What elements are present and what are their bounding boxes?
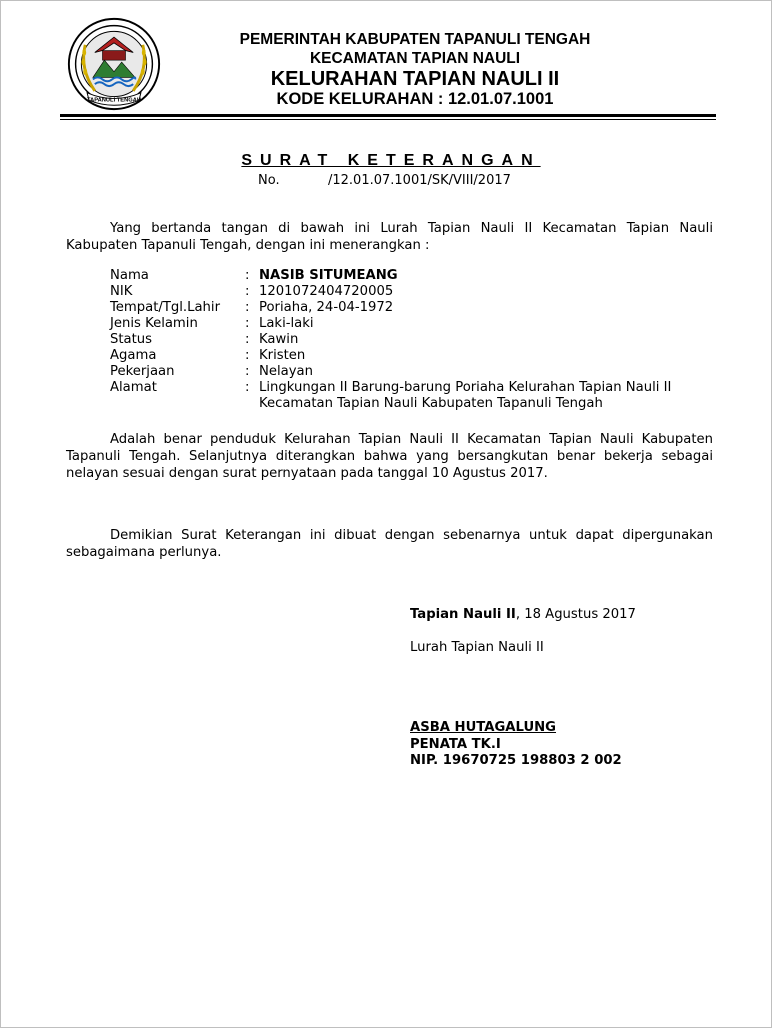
identity-separator: : xyxy=(245,348,250,363)
letterhead-line-3: KELURAHAN TAPIAN NAULI II xyxy=(270,68,560,90)
signatory-nip: NIP. 19670725 198803 2 002 xyxy=(410,753,622,768)
identity-row xyxy=(110,284,730,300)
identity-label: Alamat xyxy=(110,380,157,395)
identity-value: Nelayan xyxy=(259,364,313,379)
identity-value: Laki-laki xyxy=(259,316,314,331)
identity-separator: : xyxy=(245,380,250,395)
document-number-value: /12.01.07.1001/SK/VIII/2017 xyxy=(328,173,511,188)
signature-place: Tapian Nauli II xyxy=(410,607,516,622)
identity-separator: : xyxy=(245,332,250,347)
letterhead-line-4: KODE KELURAHAN : 12.01.07.1001 xyxy=(276,90,554,108)
document-number-label: No. xyxy=(258,173,280,188)
identity-value: NASIB SITUMEANG xyxy=(259,268,398,283)
signature-date: , 18 Agustus 2017 xyxy=(515,607,636,622)
document-title: SURAT KETERANGAN xyxy=(241,152,541,169)
identity-label: Status xyxy=(110,332,153,347)
body-paragraph: Adalah benar penduduk Kelurahan Tapian Nauli II Kecamatan Tapian Nauli Kabupaten Tapanuli Tengah. Selanjutnya diterangkan bahwa yang bersangkutan benar bekerja sebagai nelayan sesuai dengan surat pernyataan pada tanggal 10 Agustus 2017. xyxy=(66,432,713,481)
letterhead-rule-thick xyxy=(60,114,716,117)
signatory-name: ASBA HUTAGALUNG xyxy=(410,720,557,735)
identity-label: Nama xyxy=(110,268,149,283)
document-number xyxy=(258,173,511,188)
letterhead-rule-thin xyxy=(60,119,716,120)
closing-paragraph: Demikian Surat Keterangan ini dibuat dengan sebenarnya untuk dapat dipergunakan sebagaimana perlunya. xyxy=(66,528,713,560)
logo-ribbon-text: TAPANULI TENGAH xyxy=(86,97,142,104)
identity-row xyxy=(110,364,730,380)
identity-row xyxy=(110,332,730,348)
letterhead-line-1: PEMERINTAH KABUPATEN TAPANULI TENGAH xyxy=(239,31,591,48)
identity-value: 1201072404720005 xyxy=(259,284,394,299)
identity-value: Lingkungan II Barung-barung Poriaha Kelurahan Tapian Nauli II Kecamatan Tapian Nauli Kabupaten Tapanuli Tengah xyxy=(259,380,672,411)
identity-value: Kristen xyxy=(259,348,306,363)
opening-paragraph: Yang bertanda tangan di bawah ini Lurah Tapian Nauli II Kecamatan Tapian Nauli Kabupaten Tapanuli Tengah, dengan ini menerangkan : xyxy=(66,221,713,253)
identity-label: Tempat/Tgl.Lahir xyxy=(110,300,220,315)
identity-row xyxy=(110,316,730,332)
letterhead xyxy=(170,30,660,109)
identity-label: Pekerjaan xyxy=(110,364,175,379)
regency-emblem-icon xyxy=(66,16,162,112)
identity-separator: : xyxy=(245,316,250,331)
identity-separator: : xyxy=(245,364,250,379)
identity-separator: : xyxy=(245,300,250,315)
identity-value: Poriaha, 24-04-1972 xyxy=(259,300,394,315)
letterhead-line-2: KECAMATAN TAPIAN NAULI xyxy=(309,50,521,67)
identity-label: Jenis Kelamin xyxy=(110,316,198,331)
identity-label: Agama xyxy=(110,348,157,363)
signatory-rank: PENATA TK.I xyxy=(410,737,501,752)
signature-place-date xyxy=(410,607,636,622)
identity-label: NIK xyxy=(110,284,133,299)
identity-row xyxy=(110,268,730,284)
identity-row xyxy=(110,300,730,316)
signature-position: Lurah Tapian Nauli II xyxy=(410,640,544,655)
identity-table xyxy=(110,268,730,412)
identity-row xyxy=(110,348,730,364)
identity-row xyxy=(110,380,730,412)
identity-separator: : xyxy=(245,268,250,283)
identity-separator: : xyxy=(245,284,250,299)
identity-value: Kawin xyxy=(259,332,299,347)
